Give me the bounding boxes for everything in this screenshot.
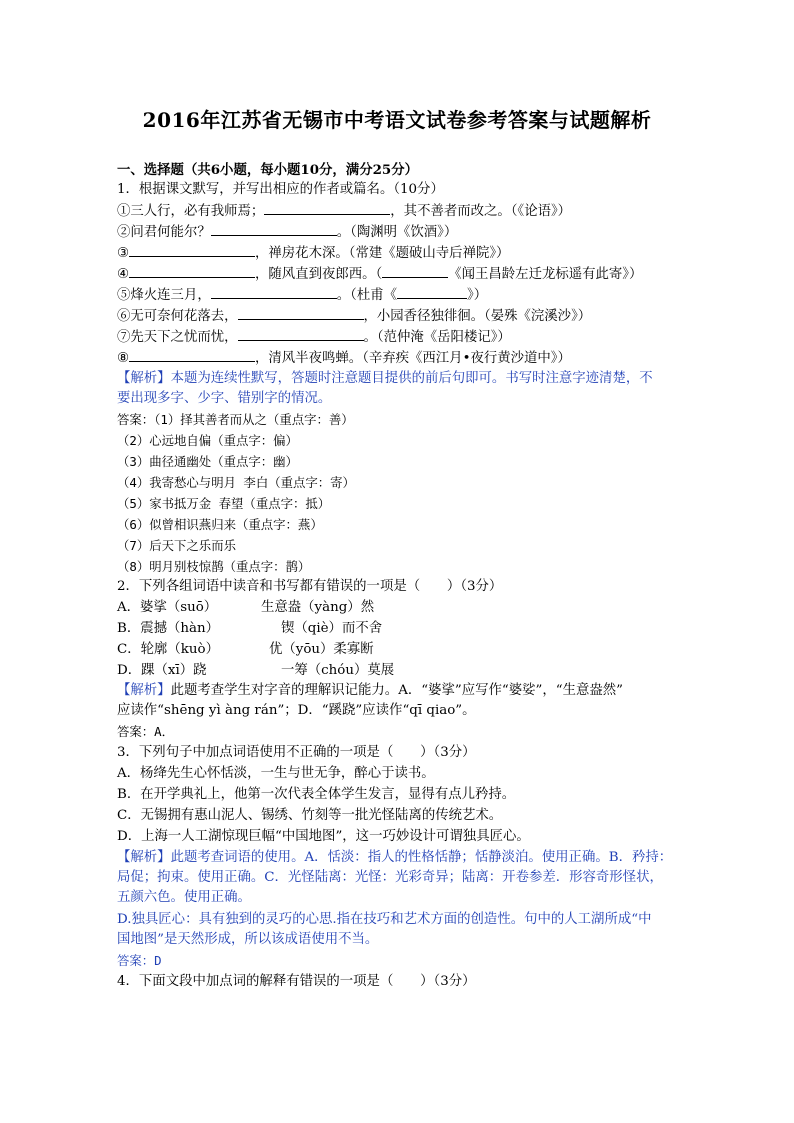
q1-answer-3: （3）曲径通幽处（重点字：幽） [117, 454, 298, 469]
q3-analysis-cont-2: 五颜六色。使用正确。 [117, 890, 251, 905]
q3-analysis-cont-4: 国地图”是天然形成，所以该成语使用不当。 [117, 932, 379, 947]
question-4-stem: 4．下面文段中加点词的解释有错误的一项是（ ）（3分） [117, 974, 476, 989]
q1-analysis-cont: 要出现多字、少字、错别字的情况。 [117, 391, 332, 406]
q2-answer: 答案：A． [117, 724, 175, 739]
q2-option-d: D．踝（xī）跷 一筹（chóu）莫展 [117, 663, 395, 678]
q3-option-c: C．无锡拥有惠山泥人、锡绣、竹刻等一批光怪陆离的传统艺术。 [117, 808, 503, 823]
title-blank[interactable] [397, 285, 467, 299]
q1-item-2: ②问君何能尔？ 。（陶渊明《饮酒》） [117, 222, 704, 243]
answer-blank[interactable] [211, 222, 337, 236]
q3-answer: 答案：D [117, 953, 162, 968]
q1-analysis: 【解析】本题为连续性默写，答题时注意题目提供的前后句即可。书写时注意字迹清楚，不 [117, 371, 653, 386]
answer-blank[interactable] [238, 306, 364, 320]
q1-answer-8: （8）明月别枝惊鹊（重点字：鹊） [117, 559, 311, 574]
q3-analysis: 【解析】此题考查词语的使用。A．恬淡：指人的性格恬静；恬静淡泊。使用正确。B．矜持： [117, 850, 673, 865]
question-1-stem: 1．根据课文默写，并写出相应的作者或篇名。（10分） [117, 182, 444, 197]
page-title: 2016年江苏省无锡市中考语文试卷参考答案与试题解析 [142, 108, 652, 132]
q1-answer-4: （4）我寄愁心与明月 李白（重点字：寄） [117, 475, 355, 490]
q1-item-7: ⑦先天下之忧而忧， 。（范仲淹《岳阳楼记》） [117, 327, 704, 348]
answer-blank[interactable] [129, 348, 255, 362]
answer-blank[interactable] [264, 201, 390, 215]
q1-answer-7: （7）后天下之乐而乐 [117, 538, 236, 553]
q1-item-6: ⑥无可奈何花落去， ，小园香径独徘徊。（晏殊《浣溪沙》） [117, 306, 704, 327]
q3-analysis-cont-1: 局促；拘束。使用正确。C．光怪陆离：光怪：光彩奇异；陆离：开卷参差．形容奇形怪状， [117, 870, 663, 885]
q1-item-1: ①三人行，必有我师焉； ，其不善者而改之。（《论语》） [117, 201, 704, 222]
q1-answer-6: （6）似曾相识燕归来（重点字：燕） [117, 517, 323, 532]
author-blank[interactable] [382, 264, 448, 278]
q2-option-b: B．震撼（hàn） 锲（qiè）而不舍 [117, 621, 383, 636]
q1-item-3: ③ ，禅房花木深。（常建《题破山寺后禅院》） [117, 243, 704, 264]
q1-answer-5: （5）家书抵万金 春望（重点字：抵） [117, 496, 331, 511]
q1-answer-1: 答案：（1）择其善者而从之（重点字：善） [117, 412, 354, 427]
answer-blank[interactable] [129, 264, 255, 278]
q2-option-c: C．轮廓（kuò） 优（yōu）柔寡断 [117, 642, 374, 657]
q3-option-d: D．上海一人工湖惊现巨幅“中国地图”，这一巧妙设计可谓独具匠心。 [117, 829, 530, 844]
question-3-stem: 3．下列句子中加点词语使用不正确的一项是（ ）（3分） [117, 745, 476, 760]
q3-option-b: B．在开学典礼上，他第一次代表全体学生发言，显得有点儿矜持。 [117, 787, 516, 802]
q1-item-8: ⑧ ，清风半夜鸣蝉。（辛弃疾《西江月•夜行黄沙道中》） [117, 348, 704, 369]
q2-option-a: A．婆挲（suō） 生意盎（yàng）然 [117, 600, 375, 615]
q3-option-a: A．杨绛先生心怀恬淡，一生与世无争，醉心于读书。 [117, 766, 435, 781]
q1-item-4: ④ ，随风直到夜郎西。（ 《闻王昌龄左迁龙标遥有此寄》） [117, 264, 704, 285]
q1-answer-2: （2）心远地自偏（重点字：偏） [117, 433, 298, 448]
section-heading: 一、选择题（共6小题，每小题10分，满分25分） [117, 162, 419, 178]
answer-blank[interactable] [238, 327, 364, 341]
answer-blank[interactable] [129, 243, 255, 257]
question-2-stem: 2．下列各组词语中读音和书写都有错误的一项是（ ）（3分） [117, 579, 503, 594]
q2-analysis-cont: 应读作“shēng yì àng rán”；D．“蹊跷”应读作“qī qiao”。 [117, 703, 476, 718]
answer-blank[interactable] [211, 285, 337, 299]
q2-analysis: 【解析】此题考查学生对字音的理解识记能力。A．“婆挲”应写作“婆娑”，“生意盎然” [117, 683, 624, 698]
q3-analysis-cont-3: D.独具匠心：具有独到的灵巧的心思.指在技巧和艺术方面的创造性。句中的人工湖所成“中 [117, 912, 652, 927]
q1-item-5: ⑤烽火连三月， 。（杜甫《 》） [117, 285, 704, 306]
